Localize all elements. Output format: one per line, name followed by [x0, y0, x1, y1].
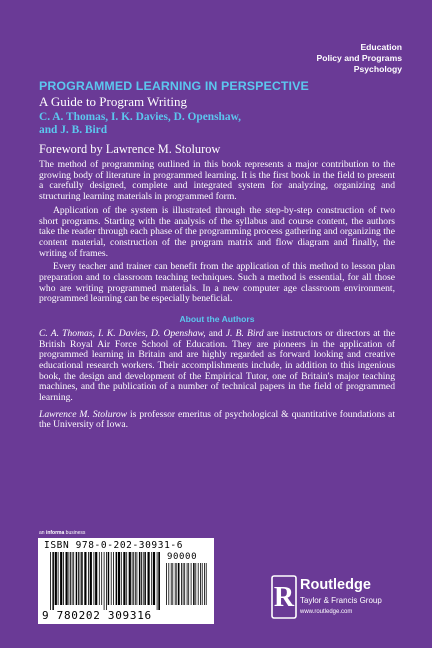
barcode-bar: [172, 563, 173, 605]
barcode-bar: [111, 552, 112, 605]
barcode-bar: [108, 552, 110, 605]
barcode-bar: [191, 563, 192, 605]
routledge-logo: [271, 575, 411, 625]
barcode-bar: [101, 552, 102, 605]
authors-line-2: and J. B. Bird: [39, 124, 108, 136]
barcode-bar: [70, 552, 71, 605]
barcode-bar: [50, 552, 51, 610]
addon-barcode-bars: [166, 563, 208, 610]
barcode-bar: [137, 552, 138, 605]
bio-names: C. A. Thomas, I. K. Davies, D. Openshaw,: [39, 327, 206, 339]
barcode-bar: [184, 563, 185, 605]
paragraph-2: Application of the system is illustrated through the step-by-step construction of two short programs. Starting with the analysis of the syllabus and course content, the authors take the reader through each phase of the programming process gathering and organizing the content material, construction of the program matrix and flow diagram and finally, the writing of frames.: [39, 204, 395, 259]
barcode-bar: [135, 552, 136, 605]
barcode-bar: [78, 552, 79, 605]
barcode-bar: [95, 552, 97, 605]
barcode-bar: [178, 563, 180, 605]
barcode-bar: [126, 552, 127, 605]
barcode-bar: [187, 563, 188, 605]
category-education: Education: [360, 42, 402, 52]
price-addon-code: 90000: [167, 552, 198, 562]
barcode-bar: [171, 563, 172, 605]
barcode-bar: [123, 552, 125, 605]
barcode-bar: [158, 552, 160, 610]
barcode-bar: [58, 552, 59, 605]
paragraph-3: Every teacher and trainer can benefit from the application of this method to lesson plan preparation and to classroom teaching techniques. Such a method is essential, for all those who are writing programmed materials. In a new computer age classroom environment, programmed learning can be especially beneficial.: [39, 261, 395, 305]
foreword-credit: Foreword by Lawrence M. Stolurow: [39, 142, 221, 156]
bio-text: are instructors or directors at the British Royal Air Force School of Education. They are pioneers in the application of programmed learning in Britain and are highly regarded as forward looking and creative educational research workers. Their accomplishments include, in addition to this ingenious book, the design and development of the Empirical Tutor, one of Britain's major teaching machines, and the publication of a number of technical papers in the field of programmed learning.: [39, 327, 395, 404]
barcode-bar: [168, 563, 169, 605]
foreword-author-name: Lawrence M. Stolurow: [39, 408, 128, 420]
barcode-bar: [206, 563, 207, 605]
barcode-bar: [55, 552, 57, 605]
publisher-name: Routledge: [300, 577, 371, 593]
barcode-bar: [153, 552, 155, 605]
barcode-bar: [202, 563, 203, 605]
barcode-bar: [66, 552, 68, 605]
barcode-bar: [143, 552, 144, 605]
book-subtitle: A Guide to Program Writing: [39, 94, 188, 109]
category-policy: Policy and Programs: [316, 53, 402, 63]
barcode-bar: [195, 563, 196, 605]
barcode-bar: [129, 552, 131, 605]
barcode-bar: [157, 552, 158, 610]
barcode-bar: [193, 563, 195, 605]
publisher-url: www.routledge.com: [300, 609, 353, 615]
barcode-bar: [118, 552, 120, 605]
barcode-bar: [176, 563, 177, 605]
publisher-group: Taylor & Francis Group: [300, 596, 382, 605]
barcode-bar: [94, 552, 95, 605]
barcode-bar: [63, 552, 64, 605]
informa-brand: informa: [45, 530, 65, 536]
barcode-bar: [116, 552, 118, 605]
bio-and: and: [205, 327, 226, 339]
barcode-bar: [76, 552, 78, 605]
barcode-bar: [139, 552, 141, 605]
bio-last-name: J. B. Bird: [225, 327, 264, 339]
barcode-bar: [166, 563, 167, 605]
subject-categories: [262, 42, 402, 75]
barcode-bar: [52, 552, 54, 610]
svg-text:R: R: [273, 582, 295, 613]
isbn-number: ISBN 978-0-202-30931-6: [44, 540, 184, 551]
barcode-bar: [69, 552, 70, 605]
barcode-box: [38, 538, 214, 624]
informa-business-line: an informa business: [39, 530, 86, 536]
barcode-bar: [132, 552, 133, 605]
barcode-bar: [204, 563, 205, 605]
authors-bio: [39, 329, 395, 404]
barcode-bar: [188, 563, 189, 605]
barcode-bar: [181, 563, 182, 605]
barcode-bar: [104, 552, 105, 610]
barcode-bar: [73, 552, 74, 605]
barcode-bar: [60, 552, 62, 605]
barcode-bar: [90, 552, 92, 605]
book-authors: [39, 111, 379, 137]
barcode-bar: [133, 552, 134, 605]
barcode-bar: [151, 552, 152, 605]
barcode-bar: [88, 552, 89, 605]
barcode-bar: [175, 563, 176, 605]
authors-line-1: C. A. Thomas, I. K. Davies, D. Openshaw,: [39, 111, 242, 123]
barcode-bar: [80, 552, 81, 605]
barcode-bar: [99, 552, 100, 605]
barcode-bar: [106, 552, 107, 610]
barcode-bar: [81, 552, 83, 605]
barcode-bar: [84, 552, 86, 605]
barcode-bar: [72, 552, 73, 605]
foreword-author-bio: [39, 410, 395, 431]
barcode-digits: 9 780202 309316: [42, 609, 152, 622]
barcode-bar: [141, 552, 142, 605]
barcode-bar: [144, 552, 146, 605]
barcode-bar: [121, 552, 122, 605]
ean-barcode-bars: [50, 552, 160, 610]
about-authors-heading: About the Authors: [179, 314, 255, 325]
routledge-r-emblem-icon: [271, 575, 297, 619]
barcode-bar: [183, 563, 184, 605]
paragraph-1: The method of programming outlined in this book represents a major contribution to the growing body of literature in programmed learning. It is the first book in the field to present a carefully designed, complete and integrated system for analyzing, organizing and structuring learning materials in programmed form.: [39, 159, 395, 203]
barcode-bar: [148, 552, 150, 605]
barcode-bar: [200, 563, 201, 605]
barcode-bar: [198, 563, 199, 605]
category-psychology: Psychology: [353, 64, 402, 74]
description-body: [39, 160, 395, 437]
book-title: PROGRAMMED LEARNING IN PERSPECTIVE: [39, 79, 309, 93]
barcode-bar: [113, 552, 114, 605]
foreword-author-text: is professor emeritus of psychological & quantitative foundations at the University of Iowa.: [39, 408, 395, 431]
